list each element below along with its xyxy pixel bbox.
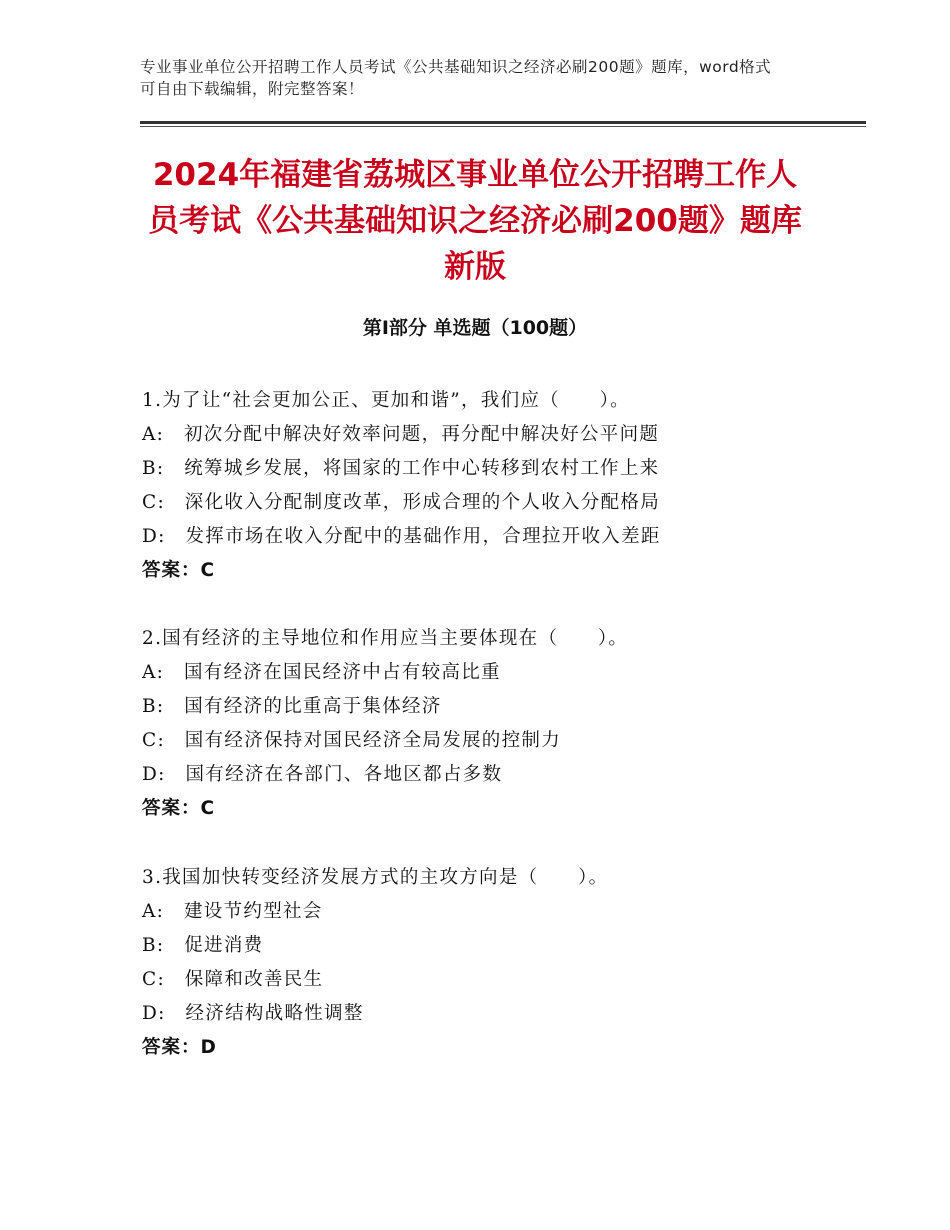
option-d: D: 发挥市场在收入分配中的基础作用，合理拉开收入差距 [142, 526, 661, 547]
header-rule-thin [140, 126, 866, 127]
question-stem: 3.我国加快转变经济发展方式的主攻方向是（ ）。 [142, 867, 609, 888]
answer: 答案：D [142, 1037, 217, 1058]
option-a: A: 建设节约型社会 [142, 901, 323, 922]
question-stem: 2.国有经济的主导地位和作用应当主要体现在（ ）。 [142, 628, 629, 649]
question-1 [142, 384, 842, 588]
answer: 答案：C [142, 560, 216, 581]
option-c: C: 深化收入分配制度改革，形成合理的个人收入分配格局 [142, 492, 660, 513]
option-d: D: 国有经济在各部门、各地区都占多数 [142, 764, 503, 785]
option-b: B: 统筹城乡发展，将国家的工作中心转移到农村工作上来 [142, 458, 660, 479]
header-note: 专业事业单位公开招聘工作人员考试《公共基础知识之经济必刷200题》题库，word格式可自由下载编辑，附完整答案！ [140, 58, 772, 98]
answer: 答案：C [142, 798, 216, 819]
option-b: B: 国有经济的比重高于集体经济 [142, 696, 442, 717]
document-title: 2024年福建省荔城区事业单位公开招聘工作人员考试《公共基础知识之经济必刷200题》题库新版 [148, 157, 802, 285]
option-b: B: 促进消费 [142, 935, 264, 956]
option-a: A: 初次分配中解决好效率问题，再分配中解决好公平问题 [142, 424, 660, 445]
header-rule-thick [140, 121, 866, 124]
section-heading: 第Ⅰ部分 单选题（100题） [362, 317, 588, 339]
option-a: A: 国有经济在国民经济中占有较高比重 [142, 662, 501, 683]
question-3 [142, 861, 842, 1065]
option-c: C: 保障和改善民生 [142, 969, 324, 990]
question-2 [142, 622, 842, 826]
option-d: D: 经济结构战略性调整 [142, 1003, 364, 1024]
question-stem: 1.为了让“社会更加公正、更加和谐”，我们应（ ）。 [142, 390, 630, 411]
option-c: C: 国有经济保持对国民经济全局发展的控制力 [142, 730, 561, 751]
